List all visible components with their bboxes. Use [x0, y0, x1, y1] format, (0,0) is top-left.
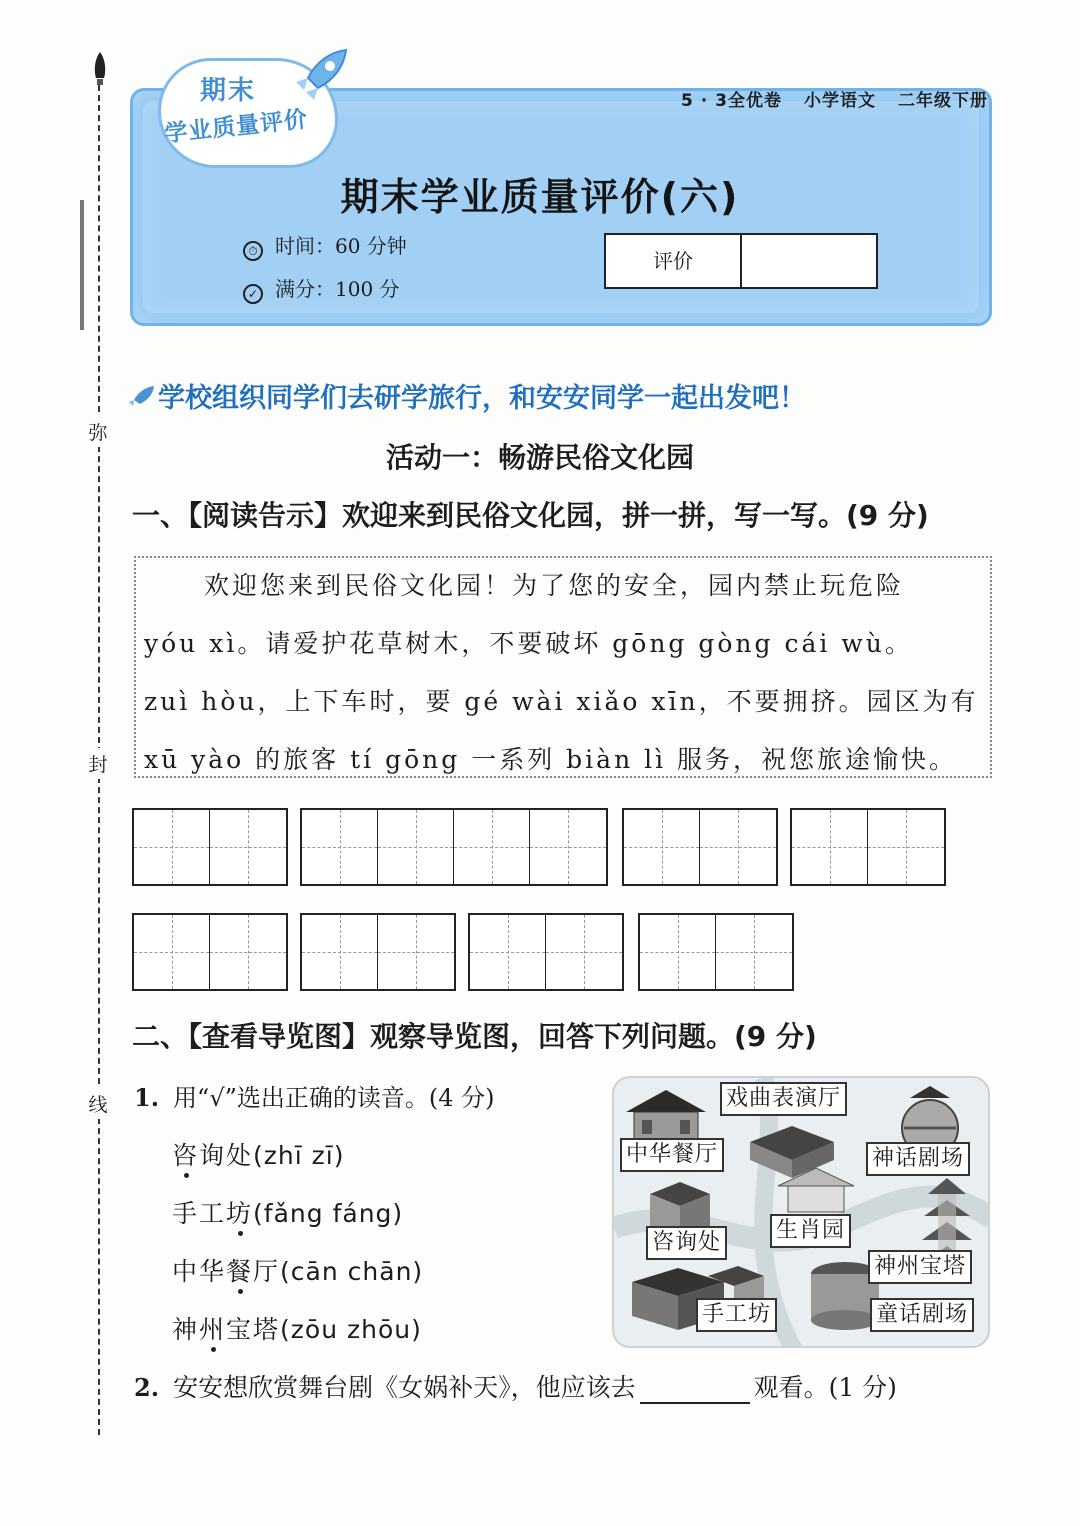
option-pinyin: (zhī zī) [253, 1141, 345, 1170]
grid-cell[interactable] [210, 915, 286, 989]
answer-grid-6[interactable] [300, 913, 456, 991]
q1-heading: 一、【阅读告示】欢迎来到民俗文化园，拼一拼，写一写。(9 分) [132, 499, 929, 532]
q2-sub1-text: 用“√”选出正确的读音。(4 分) [173, 1084, 495, 1112]
grid-cell[interactable] [134, 915, 210, 989]
passage-line-2: yóu xì。请爱护花草树木，不要破坏 gōng gòng cái wù。 [144, 629, 913, 658]
score-label: 满分：100 分 [275, 277, 400, 301]
rocket-badge-icon [286, 44, 352, 110]
map-label-craft-workshop[interactable]: 手工坊 [696, 1298, 777, 1332]
map-label-myth-theater[interactable]: 神话剧场 [866, 1142, 970, 1176]
option-zixunchu[interactable] [172, 1136, 344, 1172]
option-pinyin: (zōu zhōu) [280, 1315, 422, 1344]
zodiac-garden-building-icon [774, 1162, 858, 1222]
grid-cell[interactable] [378, 810, 454, 884]
page-title: 期末学业质量评价(六) [340, 175, 740, 219]
score-info [243, 273, 400, 304]
activity-title: 活动一：畅游民俗文化园 [385, 441, 694, 474]
option-prefix: 手工 [172, 1199, 227, 1228]
option-shenzhoubaota[interactable] [172, 1310, 422, 1346]
q2-sub2-before: 安安想欣赏舞台剧《女娲补天》，他应该去 [173, 1373, 636, 1402]
q2-sub2-after: 观看。(1 分) [753, 1373, 897, 1402]
evaluation-box [604, 233, 878, 289]
map-label-info-center[interactable]: 咨询处 [646, 1226, 727, 1260]
rocket-icon [90, 52, 110, 86]
q2-heading: 二、【查看导览图】观察导览图，回答下列问题。(9 分) [132, 1020, 817, 1053]
grid-cell[interactable] [716, 915, 792, 989]
passage-line-1: 欢迎您来到民俗文化园！为了您的安全，园内禁止玩危险 [204, 571, 905, 600]
series-grade: 二年级下册 [898, 91, 988, 111]
q2-sub1 [134, 1078, 495, 1113]
guide-map [612, 1076, 990, 1348]
clock-icon: ⏱ [243, 241, 263, 261]
option-dotted-char: 州 [199, 1315, 227, 1344]
option-prefix: 中华 [172, 1257, 227, 1286]
option-suffix: 询处 [199, 1141, 254, 1170]
badge-line2: 学业质量评价 [163, 106, 310, 148]
time-label: 时间：60 分钟 [275, 234, 407, 258]
passage-line-4: xū yào 的旅客 tí gōng 一系列 biàn lì 服务，祝您旅途愉快。 [144, 745, 958, 774]
check-circle-icon: ✓ [243, 284, 263, 304]
series-info [659, 86, 988, 111]
time-info [243, 230, 407, 261]
binding-char-feng: 封 [86, 748, 110, 779]
option-dotted-char: 咨 [172, 1141, 200, 1170]
intro-text: 学校组织同学们去研学旅行，和安安同学一起出发吧！ [158, 383, 806, 414]
q2-sub2-number: 2. [134, 1373, 160, 1402]
grid-cell[interactable] [470, 915, 546, 989]
grid-cell[interactable] [454, 810, 530, 884]
answer-grid-7[interactable] [468, 913, 624, 991]
answer-grid-4[interactable] [790, 808, 946, 886]
grid-cell[interactable] [700, 810, 776, 884]
grid-cell[interactable] [546, 915, 622, 989]
grid-cell[interactable] [624, 810, 700, 884]
map-label-restaurant[interactable]: 中华餐厅 [620, 1138, 724, 1172]
answer-grid-3[interactable] [622, 808, 778, 886]
q2-sub2 [134, 1368, 897, 1404]
grid-cell[interactable] [868, 810, 944, 884]
evaluation-label: 评价 [606, 235, 742, 287]
grid-cell[interactable] [640, 915, 716, 989]
binding-char-mi: 弥 [86, 416, 110, 447]
option-prefix: 神 [172, 1315, 200, 1344]
option-dotted-char: 坊 [226, 1199, 254, 1228]
grid-cell[interactable] [302, 810, 378, 884]
map-label-fairytale-theater[interactable]: 童话剧场 [870, 1298, 974, 1332]
grid-cell[interactable] [210, 810, 286, 884]
series-brand: 5 · 3全优卷 [681, 91, 782, 111]
grid-cell[interactable] [134, 810, 210, 884]
map-label-opera[interactable]: 戏曲表演厅 [720, 1082, 847, 1116]
answer-grid-2[interactable] [300, 808, 608, 886]
grid-cell[interactable] [378, 915, 454, 989]
answer-grid-8[interactable] [638, 913, 794, 991]
grid-cell[interactable] [302, 915, 378, 989]
grid-cell[interactable] [530, 810, 606, 884]
option-shougongfang[interactable] [172, 1194, 403, 1230]
option-pinyin: (fǎng fáng) [253, 1199, 404, 1228]
answer-grid-1[interactable] [132, 808, 288, 886]
q2-sub1-number: 1. [134, 1083, 160, 1112]
grid-cell[interactable] [792, 810, 868, 884]
answer-grid-5[interactable] [132, 913, 288, 991]
option-suffix: 厅 [253, 1257, 281, 1286]
passage-line-3: zuì hòu，上下车时，要 gé wài xiǎo xīn，不要拥挤。园区为有 [144, 687, 979, 716]
map-label-zodiac-garden[interactable]: 生肖园 [770, 1214, 851, 1248]
binding-char-xian: 线 [86, 1088, 110, 1119]
rocket-small-icon [128, 384, 156, 408]
option-zhonghuacanting[interactable] [172, 1252, 423, 1288]
series-subject: 小学语文 [804, 91, 876, 111]
map-label-pagoda[interactable]: 神州宝塔 [868, 1250, 972, 1284]
option-pinyin: (cān chān) [280, 1257, 424, 1286]
q2-sub2-blank[interactable] [640, 1378, 750, 1404]
badge-line1: 期末 [200, 76, 257, 106]
option-dotted-char: 餐 [226, 1257, 254, 1286]
option-suffix: 宝塔 [226, 1315, 281, 1344]
evaluation-field[interactable] [742, 235, 876, 287]
